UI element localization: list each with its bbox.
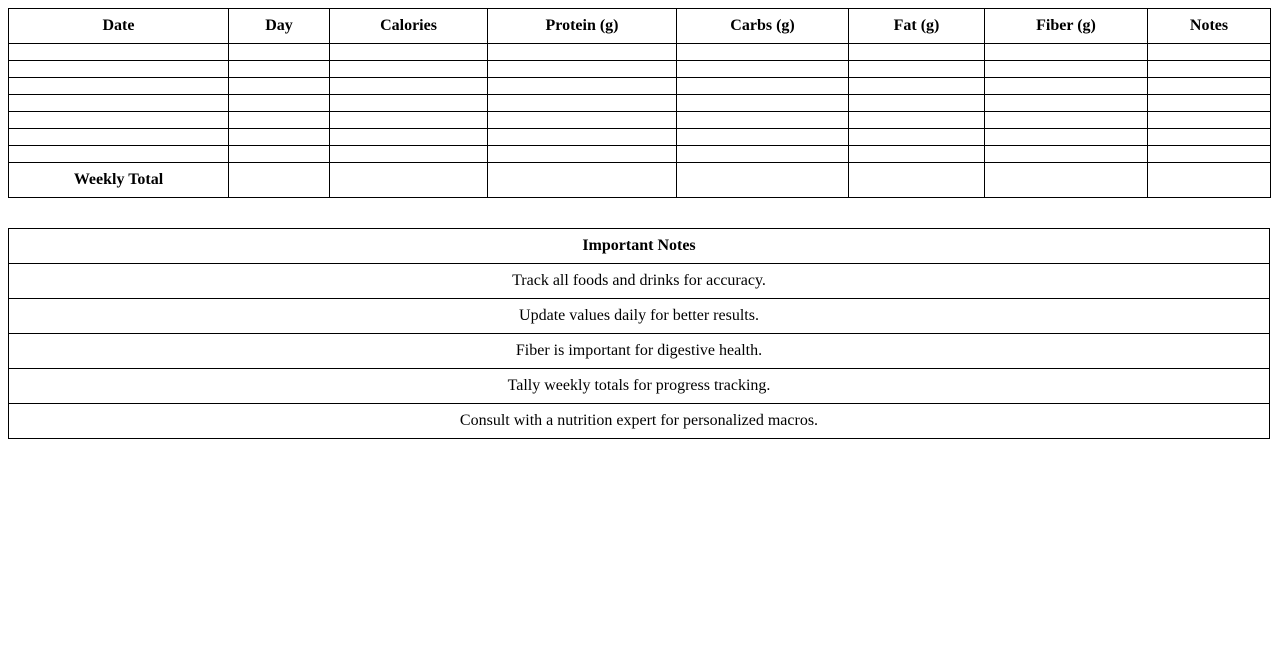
entry-carbs-cell[interactable] [677,44,849,61]
entry-notes-cell[interactable] [1148,78,1271,95]
entry-fat-cell[interactable] [849,112,985,129]
header-date: Date [9,9,229,44]
log-entry-row [9,146,1271,163]
total-fiber-cell[interactable] [985,163,1148,198]
header-protein: Protein (g) [488,9,677,44]
header-notes: Notes [1148,9,1271,44]
entry-protein-cell[interactable] [488,95,677,112]
entry-notes-cell[interactable] [1148,129,1271,146]
entry-calories-cell[interactable] [330,95,488,112]
weekly-total-label: Weekly Total [9,163,229,198]
entry-carbs-cell[interactable] [677,61,849,78]
header-fat: Fat (g) [849,9,985,44]
entry-carbs-cell[interactable] [677,112,849,129]
entry-protein-cell[interactable] [488,146,677,163]
important-notes-table [8,228,1270,439]
entry-day-cell[interactable] [229,61,330,78]
entry-fat-cell[interactable] [849,44,985,61]
entry-notes-cell[interactable] [1148,44,1271,61]
total-notes-cell[interactable] [1148,163,1271,198]
entry-day-cell[interactable] [229,78,330,95]
notes-title: Important Notes [9,229,1270,264]
entry-notes-cell[interactable] [1148,61,1271,78]
entry-fat-cell[interactable] [849,146,985,163]
entry-fat-cell[interactable] [849,61,985,78]
total-protein-cell[interactable] [488,163,677,198]
entry-fiber-cell[interactable] [985,95,1148,112]
weekly-total-row [9,163,1271,198]
total-fat-cell[interactable] [849,163,985,198]
log-entry-row [9,61,1271,78]
entry-date-cell[interactable] [9,44,229,61]
entry-carbs-cell[interactable] [677,129,849,146]
entry-fiber-cell[interactable] [985,44,1148,61]
note-item: Tally weekly totals for progress tracking. [9,369,1270,404]
entry-date-cell[interactable] [9,129,229,146]
entry-calories-cell[interactable] [330,78,488,95]
note-row [9,299,1270,334]
entry-fat-cell[interactable] [849,78,985,95]
entry-day-cell[interactable] [229,146,330,163]
entry-protein-cell[interactable] [488,61,677,78]
entry-fiber-cell[interactable] [985,78,1148,95]
header-day: Day [229,9,330,44]
header-carbs: Carbs (g) [677,9,849,44]
entry-carbs-cell[interactable] [677,146,849,163]
entry-fiber-cell[interactable] [985,61,1148,78]
entry-protein-cell[interactable] [488,78,677,95]
entry-date-cell[interactable] [9,95,229,112]
header-calories: Calories [330,9,488,44]
log-body [9,44,1271,198]
entry-calories-cell[interactable] [330,61,488,78]
entry-calories-cell[interactable] [330,112,488,129]
note-row [9,404,1270,439]
entry-fiber-cell[interactable] [985,146,1148,163]
entry-date-cell[interactable] [9,112,229,129]
entry-day-cell[interactable] [229,44,330,61]
nutrition-log-table [8,8,1271,198]
note-item: Update values daily for better results. [9,299,1270,334]
log-entry-row [9,44,1271,61]
total-calories-cell[interactable] [330,163,488,198]
total-day-cell[interactable] [229,163,330,198]
entry-date-cell[interactable] [9,61,229,78]
entry-protein-cell[interactable] [488,44,677,61]
entry-fiber-cell[interactable] [985,129,1148,146]
entry-notes-cell[interactable] [1148,95,1271,112]
notes-header-row [9,229,1270,264]
entry-protein-cell[interactable] [488,112,677,129]
entry-fiber-cell[interactable] [985,112,1148,129]
header-fiber: Fiber (g) [985,9,1148,44]
entry-date-cell[interactable] [9,78,229,95]
total-carbs-cell[interactable] [677,163,849,198]
entry-calories-cell[interactable] [330,129,488,146]
entry-calories-cell[interactable] [330,44,488,61]
note-item: Fiber is important for digestive health. [9,334,1270,369]
entry-protein-cell[interactable] [488,129,677,146]
entry-date-cell[interactable] [9,146,229,163]
header-row [9,9,1271,44]
entry-calories-cell[interactable] [330,146,488,163]
entry-notes-cell[interactable] [1148,112,1271,129]
entry-fat-cell[interactable] [849,129,985,146]
entry-carbs-cell[interactable] [677,95,849,112]
entry-day-cell[interactable] [229,112,330,129]
entry-fat-cell[interactable] [849,95,985,112]
note-item: Track all foods and drinks for accuracy. [9,264,1270,299]
entry-carbs-cell[interactable] [677,78,849,95]
entry-notes-cell[interactable] [1148,146,1271,163]
log-entry-row [9,78,1271,95]
entry-day-cell[interactable] [229,95,330,112]
log-entry-row [9,129,1271,146]
note-row [9,264,1270,299]
note-row [9,369,1270,404]
entry-day-cell[interactable] [229,129,330,146]
note-row [9,334,1270,369]
note-item: Consult with a nutrition expert for personalized macros. [9,404,1270,439]
log-entry-row [9,112,1271,129]
log-entry-row [9,95,1271,112]
